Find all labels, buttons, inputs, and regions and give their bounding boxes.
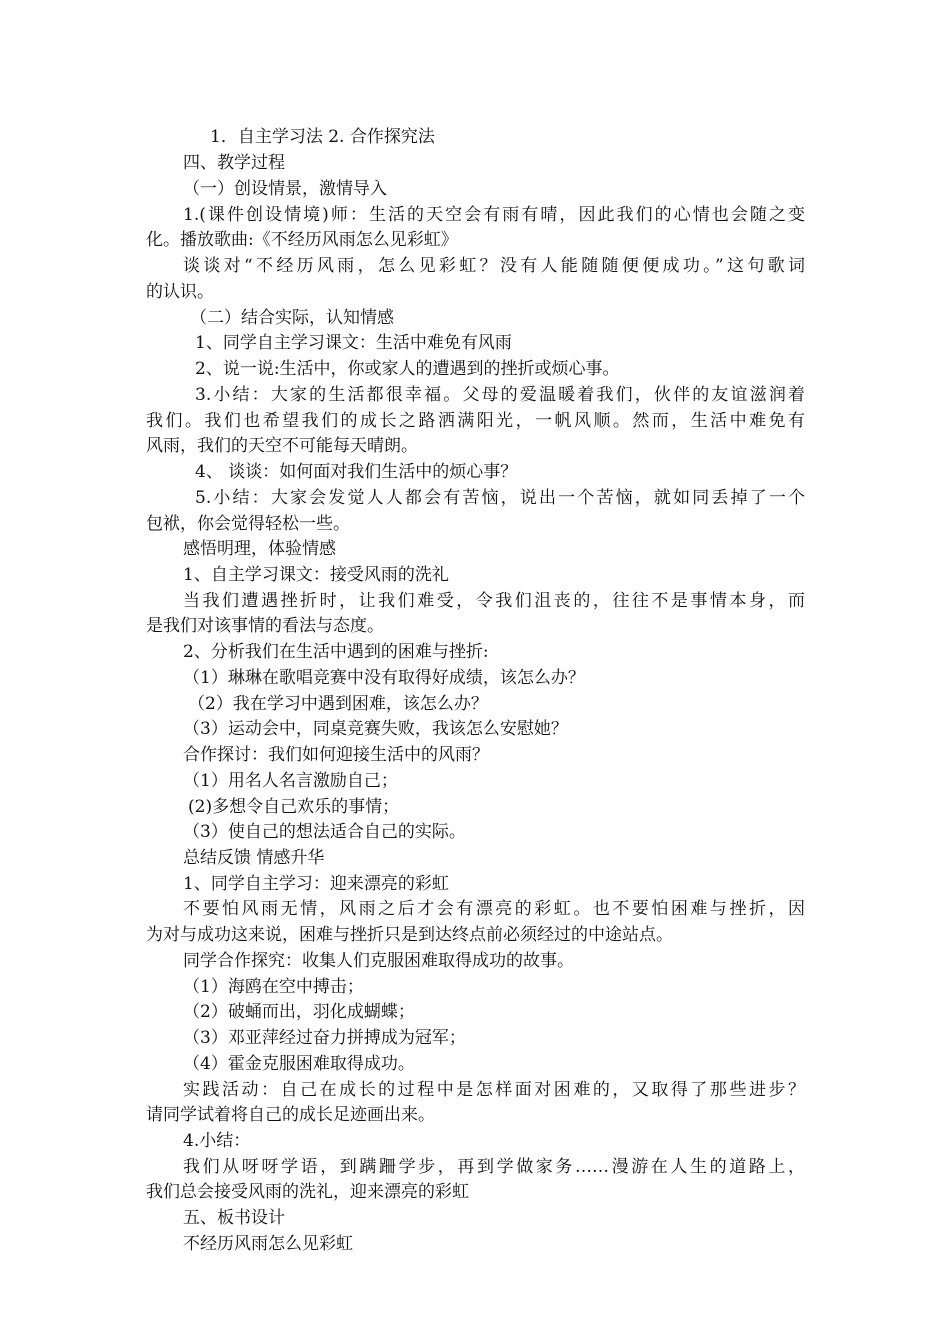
text-line: 我们从呀呀学语，到蹒跚学步，再到学做家务……漫游在人生的道路上， <box>183 1157 805 1177</box>
text-line: 是我们对该事情的看法与态度。 <box>146 616 384 636</box>
subsection-heading: （二）结合实际，认知情感 <box>190 308 394 328</box>
list-item: （1）海鸥在空中搏击； <box>183 977 364 997</box>
text-line: 不经历风雨怎么见彩虹 <box>183 1234 353 1254</box>
text-line: 不要怕风雨无情，风雨之后才会有漂亮的彩虹。也不要怕困难与挫折，因 <box>183 899 805 919</box>
text-line: 化。播放歌曲:《不经历风雨怎么见彩虹》 <box>146 230 458 250</box>
text-line: 同学合作探究：收集人们克服困难取得成功的故事。 <box>183 951 574 971</box>
section-heading: 五、板书设计 <box>183 1208 285 1228</box>
list-item: （4）霍金克服困难取得成功。 <box>183 1054 415 1074</box>
list-item: （3）邓亚萍经过奋力拼搏成为冠军； <box>183 1028 466 1048</box>
text-line: 风雨，我们的天空不可能每天晴朗。 <box>146 436 418 456</box>
text-line: 的认识。 <box>146 282 214 302</box>
text-line: 2、分析我们在生活中遇到的困难与挫折: <box>183 642 489 662</box>
list-item: （3）运动会中，同桌竞赛失败，我该怎么安慰她？ <box>183 719 568 739</box>
section-heading: 四、教学过程 <box>183 153 285 173</box>
text-line: 4、 谈谈：如何面对我们生活中的烦心事？ <box>195 462 518 482</box>
section-heading: 总结反馈 情感升华 <box>183 848 325 868</box>
text-line: 当我们遭遇挫折时，让我们难受，令我们沮丧的，往往不是事情本身，而 <box>183 591 805 611</box>
text-line: 4.小结： <box>183 1131 251 1151</box>
text-line: 我们。我们也希望我们的成长之路洒满阳光，一帆风顺。然而，生活中难免有 <box>146 411 805 431</box>
list-item: （2）破蛹而出，羽化成蝴蝶； <box>183 1002 415 1022</box>
text-line: 合作探讨：我们如何迎接生活中的风雨？ <box>183 745 489 765</box>
text-line: 1、同学自主学习课文：生活中难免有风雨 <box>195 333 512 353</box>
text-line: 包袱，你会觉得轻松一些。 <box>146 514 350 534</box>
text-line: 请同学试着将自己的成长足迹画出来。 <box>146 1105 435 1125</box>
text-line: 谈谈对“不经历风雨，怎么见彩虹？没有人能随随便便成功。”这句歌词 <box>183 256 805 276</box>
text-line: 1.(课件创设情境)师：生活的天空会有雨有晴，因此我们的心情也会随之变 <box>183 205 805 225</box>
text-line: 3.小结：大家的生活都很幸福。父母的爱温暖着我们，伙伴的友谊滋润着 <box>195 385 805 405</box>
subsection-heading: （一）创设情景，激情导入 <box>183 179 387 199</box>
list-item: (2)多想令自己欢乐的事情； <box>188 797 400 817</box>
list-item: （2）我在学习中遇到困难，该怎么办？ <box>188 694 488 714</box>
text-line: 实践活动：自己在成长的过程中是怎样面对困难的，又取得了那些进步？ <box>183 1080 805 1100</box>
text-line: 我们总会接受风雨的洗礼，迎来漂亮的彩虹 <box>146 1182 469 1202</box>
text-line: 为对与成功这来说，困难与挫折只是到达终点前必须经过的中途站点。 <box>146 925 673 945</box>
list-item: （1）用名人名言激励自己； <box>183 771 398 791</box>
list-item: （3）使自己的想法适合自己的实际。 <box>183 822 466 842</box>
text-line: 1．自主学习法 2. 合作探究法 <box>210 127 435 147</box>
section-heading: 感悟明理，体验情感 <box>183 539 336 559</box>
text-line: 2、说一说:生活中，你或家人的遭遇到的挫折或烦心事。 <box>195 359 620 379</box>
text-line: 5.小结：大家会发觉人人都会有苦恼，说出一个苦恼，就如同丢掉了一个 <box>195 488 805 508</box>
text-line: 1、同学自主学习：迎来漂亮的彩虹 <box>183 874 449 894</box>
list-item: （1）琳琳在歌唱竞赛中没有取得好成绩，该怎么办？ <box>183 668 585 688</box>
text-line: 1、自主学习课文：接受风雨的洗礼 <box>183 565 449 585</box>
